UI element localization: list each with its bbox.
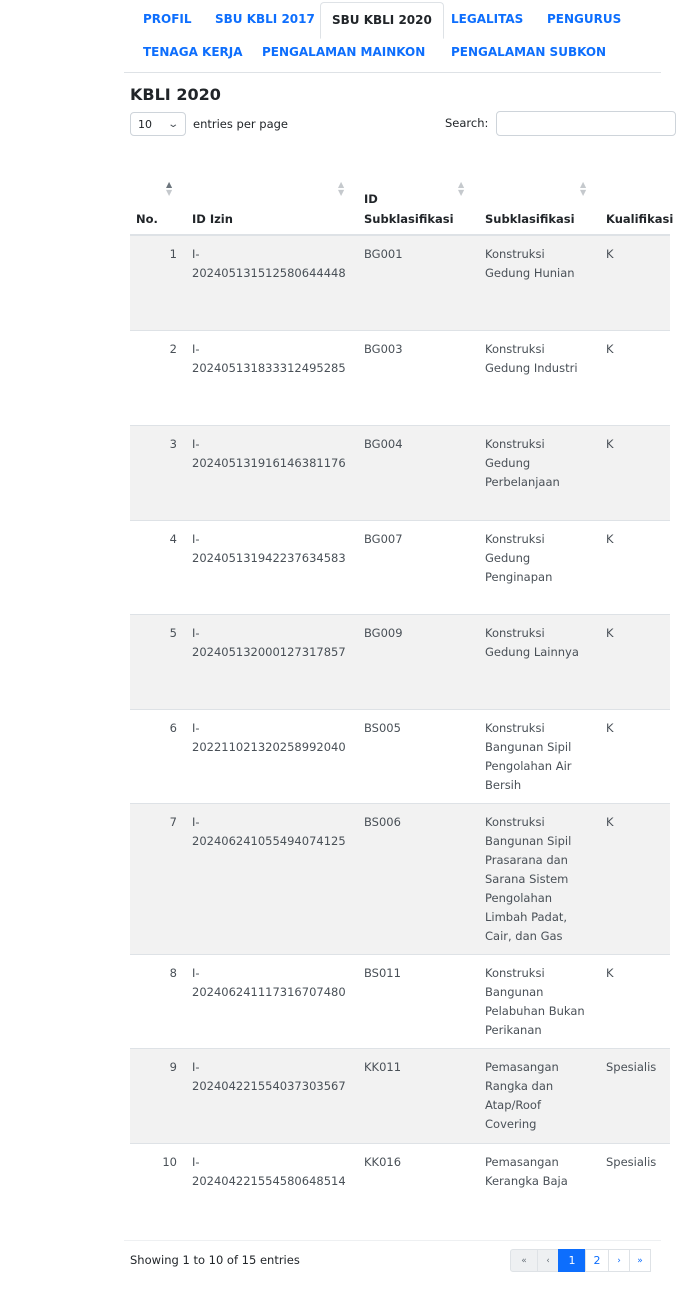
table-row <box>130 955 670 1049</box>
cell-subklasifikasi: Pemasangan Kerangka Baja <box>485 1155 568 1188</box>
table-row <box>130 426 670 521</box>
cell-subklasifikasi: Konstruksi Bangunan Sipil Prasarana dan Sarana Sistem Pengolahan Limbah Padat, Cair, dan Gas <box>485 815 572 943</box>
cell-id-subklasifikasi: BS005 <box>364 721 401 735</box>
pagination-page-2[interactable]: 2 <box>585 1249 609 1272</box>
table-row <box>130 1144 670 1239</box>
cell-no: 1 <box>169 247 177 261</box>
cell-id-subklasifikasi: BG009 <box>364 626 403 640</box>
tab-profil[interactable]: PROFIL <box>143 12 192 26</box>
sort-desc-icon[interactable]: ▼ <box>166 188 173 197</box>
cell-kualifikasi: K <box>606 966 614 980</box>
pagination-prev-button[interactable]: ‹ <box>537 1249 559 1272</box>
table-row <box>130 710 670 804</box>
pagination-page-1[interactable]: 1 <box>558 1249 586 1272</box>
cell-kualifikasi: K <box>606 437 614 451</box>
cell-no: 8 <box>169 966 177 980</box>
cell-subklasifikasi: Konstruksi Gedung Lainnya <box>485 626 579 659</box>
cell-no: 7 <box>169 815 177 829</box>
header-id-izin[interactable]: ID Izin <box>192 212 233 226</box>
cell-subklasifikasi: Konstruksi Gedung Hunian <box>485 247 575 280</box>
cell-subklasifikasi: Konstruksi Bangunan Sipil Pengolahan Air Bersih <box>485 721 572 792</box>
cell-kualifikasi: K <box>606 247 614 261</box>
header-subklasifikasi[interactable]: Subklasifikasi <box>485 212 575 226</box>
search-input[interactable] <box>496 111 676 136</box>
section-title: KBLI 2020 <box>130 85 221 104</box>
cell-id-izin: I-202405131833312495285 <box>192 342 346 375</box>
sort-asc-icon[interactable]: ▲ <box>338 180 345 189</box>
cell-subklasifikasi: Konstruksi Gedung Penginapan <box>485 532 553 584</box>
table-row <box>130 331 670 426</box>
cell-id-izin: I-202405131942237634583 <box>192 532 346 565</box>
sort-desc-icon[interactable]: ▼ <box>580 188 587 197</box>
entries-per-page-label: entries per page <box>193 117 288 131</box>
cell-kualifikasi: Spesialis <box>606 1155 657 1169</box>
header-no[interactable]: No. <box>136 212 158 226</box>
cell-id-subklasifikasi: BG003 <box>364 342 403 356</box>
chevron-down-icon: ⌄ <box>166 118 179 130</box>
header-id-subklasifikasi-line2[interactable]: Subklasifikasi <box>364 212 454 226</box>
cell-kualifikasi: K <box>606 815 614 829</box>
entries-per-page-select[interactable] <box>130 112 186 136</box>
kbli-table <box>130 172 674 1239</box>
cell-kualifikasi: K <box>606 626 614 640</box>
cell-no: 10 <box>162 1155 177 1169</box>
pagination-first-button[interactable]: « <box>510 1249 538 1272</box>
cell-kualifikasi: K <box>606 721 614 735</box>
cell-id-izin: I-202405131916146381176 <box>192 437 346 470</box>
cell-id-subklasifikasi: BS006 <box>364 815 401 829</box>
cell-no: 4 <box>169 532 177 546</box>
pagination-next-button[interactable]: › <box>608 1249 630 1272</box>
cell-id-izin: I-202404221554580648514 <box>192 1155 346 1188</box>
table-info: Showing 1 to 10 of 15 entries <box>130 1253 300 1267</box>
table-row <box>130 521 670 615</box>
table-row <box>130 1049 670 1144</box>
footer-divider <box>124 1240 661 1241</box>
pagination-last-button[interactable]: » <box>629 1249 651 1272</box>
cell-id-subklasifikasi: KK011 <box>364 1060 402 1074</box>
cell-no: 3 <box>169 437 177 451</box>
table-row <box>130 615 670 710</box>
cell-id-izin: I-202406241117316707480 <box>192 966 346 999</box>
tab-pengurus[interactable]: PENGURUS <box>547 12 622 26</box>
tab-sbu-kbli-2017[interactable]: SBU KBLI 2017 <box>215 12 315 26</box>
tab-tenaga-kerja[interactable]: TENAGA KERJA <box>143 45 243 59</box>
cell-id-subklasifikasi: BS011 <box>364 966 401 980</box>
cell-kualifikasi: K <box>606 342 614 356</box>
cell-subklasifikasi: Konstruksi Gedung Industri <box>485 342 578 375</box>
header-kualifikasi[interactable]: Kualifikasi <box>606 212 674 226</box>
entries-per-page-value: 10 <box>138 117 152 131</box>
cell-id-subklasifikasi: KK016 <box>364 1155 402 1169</box>
table-row <box>130 236 670 331</box>
cell-no: 5 <box>169 626 177 640</box>
sort-asc-icon[interactable]: ▲ <box>166 180 173 189</box>
cell-id-izin: I-202405131512580644448 <box>192 247 346 280</box>
cell-id-izin: I-202211021320258992040 <box>192 721 346 754</box>
cell-id-izin: I-202406241055494074125 <box>192 815 346 848</box>
cell-id-subklasifikasi: BG007 <box>364 532 403 546</box>
cell-no: 6 <box>169 721 177 735</box>
table-row <box>130 804 670 955</box>
nav-tabs <box>124 0 661 73</box>
cell-id-subklasifikasi: BG001 <box>364 247 403 261</box>
sort-desc-icon[interactable]: ▼ <box>338 188 345 197</box>
cell-id-izin: I-202404221554037303567 <box>192 1060 346 1093</box>
sort-asc-icon[interactable]: ▲ <box>580 180 587 189</box>
tab-sbu-kbli-2020[interactable]: SBU KBLI 2020 <box>320 2 444 39</box>
sort-desc-icon[interactable]: ▼ <box>458 188 465 197</box>
entries-length-control <box>130 112 288 136</box>
cell-no: 2 <box>169 342 177 356</box>
cell-subklasifikasi: Konstruksi Bangunan Pelabuhan Bukan Perikanan <box>485 966 585 1037</box>
cell-id-izin: I-202405132000127317857 <box>192 626 346 659</box>
header-id-subklasifikasi-line1[interactable]: ID <box>364 192 378 206</box>
pagination <box>510 1249 651 1272</box>
tab-pengalaman-mainkon[interactable]: PENGALAMAN MAINKON <box>262 45 426 59</box>
cell-subklasifikasi: Konstruksi Gedung Perbelanjaan <box>485 437 560 489</box>
table-header <box>130 172 674 236</box>
cell-kualifikasi: Spesialis <box>606 1060 657 1074</box>
cell-no: 9 <box>169 1060 177 1074</box>
cell-id-subklasifikasi: BG004 <box>364 437 403 451</box>
tab-pengalaman-subkon[interactable]: PENGALAMAN SUBKON <box>451 45 607 59</box>
cell-subklasifikasi: Pemasangan Rangka dan Atap/Roof Covering <box>485 1060 559 1131</box>
cell-kualifikasi: K <box>606 532 614 546</box>
tab-legalitas[interactable]: LEGALITAS <box>451 12 524 26</box>
sort-asc-icon[interactable]: ▲ <box>458 180 465 189</box>
search-label: Search: <box>445 116 489 130</box>
